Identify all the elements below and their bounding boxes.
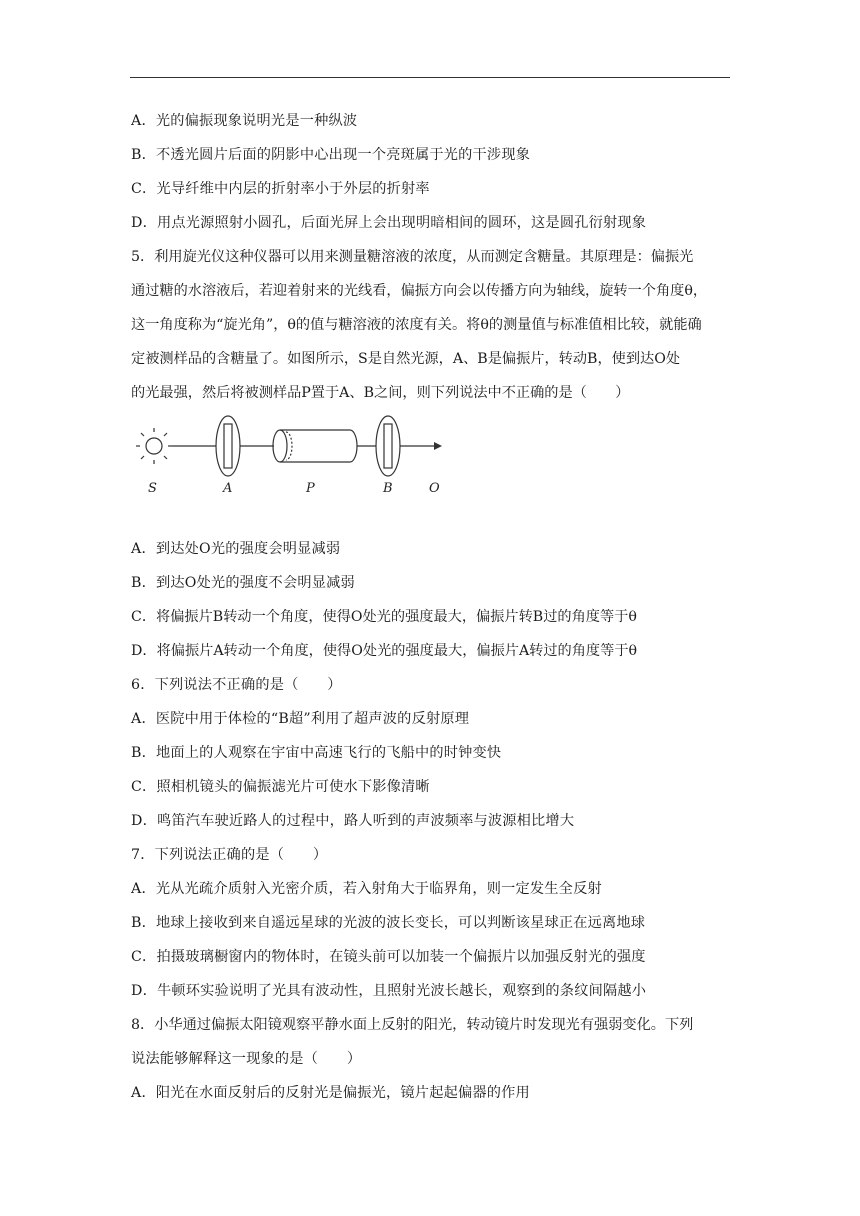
polarizer-b — [376, 416, 400, 476]
q6-option-a: A．医院中用于体检的“B超”利用了超声波的反射原理 — [131, 711, 470, 727]
q5-stem-line-1: 5．利用旋光仪这种仪器可以用来测量糖溶液的浓度，从而测定含糖量。其原理是：偏振光 — [131, 249, 694, 265]
arrow-head — [434, 442, 442, 450]
q6-stem: 6．下列说法不正确的是（ ） — [131, 677, 342, 693]
q7-option-c: C．拍摄玻璃橱窗内的物体时，在镜头前可以加装一个偏振片以加强反射光的强度 — [131, 949, 646, 965]
label-a: A — [223, 481, 233, 496]
q7-option-a: A．光从光疏介质射入光密介质，若入射角大于临界角，则一定发生全反射 — [131, 881, 602, 897]
q8-stem-line-1: 8．小华通过偏振太阳镜观察平静水面上反射的阳光，转动镜片时发现光有强弱变化。下列 — [131, 1017, 694, 1033]
q7-option-b: B．地球上接收到来自遥远星球的光波的波长变长，可以判断该星球正在远离地球 — [131, 915, 646, 931]
polarimeter-figure — [128, 414, 458, 504]
q5-stem-line-5: 的光最强，然后将被测样品P置于A、B之间，则下列说法中不正确的是（ ） — [131, 385, 630, 401]
polarimeter-diagram — [128, 414, 458, 504]
header-rule — [130, 77, 730, 78]
q4-option-d: D．用点光源照射小圆孔，后面光屏上会出现明暗相间的圆环，这是圆孔衍射现象 — [131, 215, 647, 231]
label-p: P — [306, 481, 315, 496]
q6-option-b: B．地面上的人观察在宇宙中高速飞行的飞船中的时钟变快 — [131, 745, 502, 761]
label-s: S — [148, 481, 157, 496]
q5-stem-line-4: 定被测样品的含糖量了。如图所示，S是自然光源，A、B是偏振片，转动B，使到达O处 — [131, 351, 681, 367]
q4-option-a: A．光的偏振现象说明光是一种纵波 — [131, 113, 358, 129]
q7-option-d: D．牛顿环实验说明了光具有波动性，且照射光波长越长，观察到的条纹间隔越小 — [131, 983, 647, 999]
q8-stem-line-2: 说法能够解释这一现象的是（ ） — [131, 1051, 362, 1067]
q7-stem: 7．下列说法正确的是（ ） — [131, 847, 328, 863]
q8-option-a: A．阳光在水面反射后的反射光是偏振光，镜片起起偏器的作用 — [131, 1085, 530, 1101]
polarizer-a — [216, 416, 240, 476]
q5-stem-line-3: 这一角度称为“旋光角”，θ的值与糖溶液的浓度有关。将θ的测量值与标准值相比较，就能确 — [131, 317, 702, 333]
q4-option-c: C．光导纤维中内层的折射率小于外层的折射率 — [131, 181, 430, 197]
label-o: O — [429, 481, 440, 496]
sun-icon — [136, 428, 172, 464]
q6-option-d: D．鸣笛汽车驶近路人的过程中，路人听到的声波频率与波源相比增大 — [131, 813, 575, 829]
q4-option-b: B．不透光圆片后面的阴影中心出现一个亮斑属于光的干涉现象 — [131, 147, 531, 163]
q6-option-c: C．照相机镜头的偏振滤光片可使水下影像清晰 — [131, 779, 430, 795]
q5-stem-line-2: 通过糖的水溶液后，若迎着射来的光线看，偏振方向会以传播方向为轴线，旋转一个角度θ， — [131, 283, 708, 299]
q5-option-a: A．到达处O光的强度会明显减弱 — [131, 541, 341, 557]
q5-option-b: B．到达O处光的强度不会明显减弱 — [131, 575, 355, 591]
q5-option-c: C．将偏振片B转动一个角度，使得O处光的强度最大，偏振片转B过的角度等于θ — [131, 609, 637, 625]
q5-option-d: D．将偏振片A转动一个角度，使得O处光的强度最大，偏振片A转过的角度等于θ — [131, 643, 638, 659]
label-b: B — [383, 481, 393, 496]
sample-tube — [273, 430, 357, 462]
